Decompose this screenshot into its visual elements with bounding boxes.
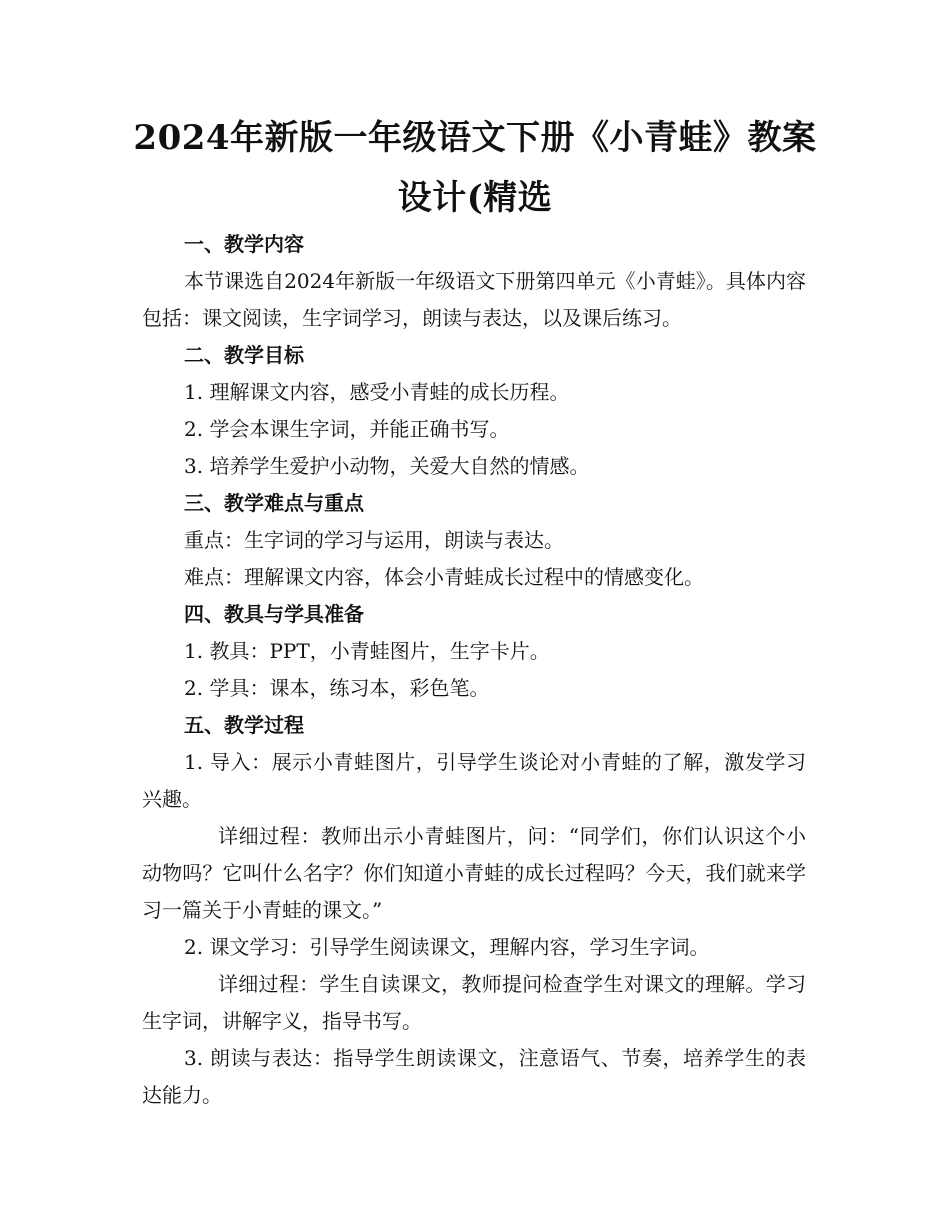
process-step-2-detail: 详细过程：学生自读课文，教师提问检查学生对课文的理解。学习生字词，讲解字义，指导书写。 — [142, 972, 806, 1033]
document-body — [142, 226, 806, 1114]
process-step-1: 1. 导入：展示小青蛙图片，引导学生谈论对小青蛙的了解，激发学习兴趣。 — [142, 750, 806, 811]
content-paragraph: 本节课选自2024年新版一年级语文下册第四单元《小青蛙》。具体内容包括：课文阅读，生字词学习，朗读与表达，以及课后练习。 — [142, 269, 806, 330]
objective-item: 3. 培养学生爱护小动物，关爱大自然的情感。 — [184, 454, 590, 478]
process-step-1-detail: 详细过程：教师出示小青蛙图片，问：“同学们，你们认识这个小动物吗？它叫什么名字？你们知道小青蛙的成长过程吗？今天，我们就来学习一篇关于小青蛙的课文。” — [142, 824, 806, 922]
section-heading-objectives: 二、教学目标 — [184, 343, 304, 367]
title-line-2: 设计(精选 — [397, 178, 553, 218]
process-step-2: 2. 课文学习：引导学生阅读课文，理解内容，学习生字词。 — [184, 935, 710, 959]
title-line-1: 2024年新版一年级语文下册《小青蛙》教案 — [133, 118, 817, 158]
document-title — [120, 108, 830, 228]
section-heading-difficulties: 三、教学难点与重点 — [184, 491, 364, 515]
section-heading-materials: 四、教具与学具准备 — [184, 602, 364, 626]
process-step-3: 3. 朗读与表达：指导学生朗读课文，注意语气、节奏，培养学生的表达能力。 — [142, 1046, 806, 1107]
section-heading-content: 一、教学内容 — [184, 232, 304, 256]
objective-item: 2. 学会本课生字词，并能正确书写。 — [184, 417, 510, 441]
section-heading-process: 五、教学过程 — [184, 713, 304, 737]
material-item: 1. 教具：PPT，小青蛙图片，生字卡片。 — [184, 639, 550, 663]
difficulty-text: 难点：理解课文内容，体会小青蛙成长过程中的情感变化。 — [184, 565, 704, 589]
key-point-text: 重点：生字词的学习与运用，朗读与表达。 — [184, 528, 564, 552]
material-item: 2. 学具：课本，练习本，彩色笔。 — [184, 676, 490, 700]
objective-item: 1. 理解课文内容，感受小青蛙的成长历程。 — [184, 380, 570, 404]
